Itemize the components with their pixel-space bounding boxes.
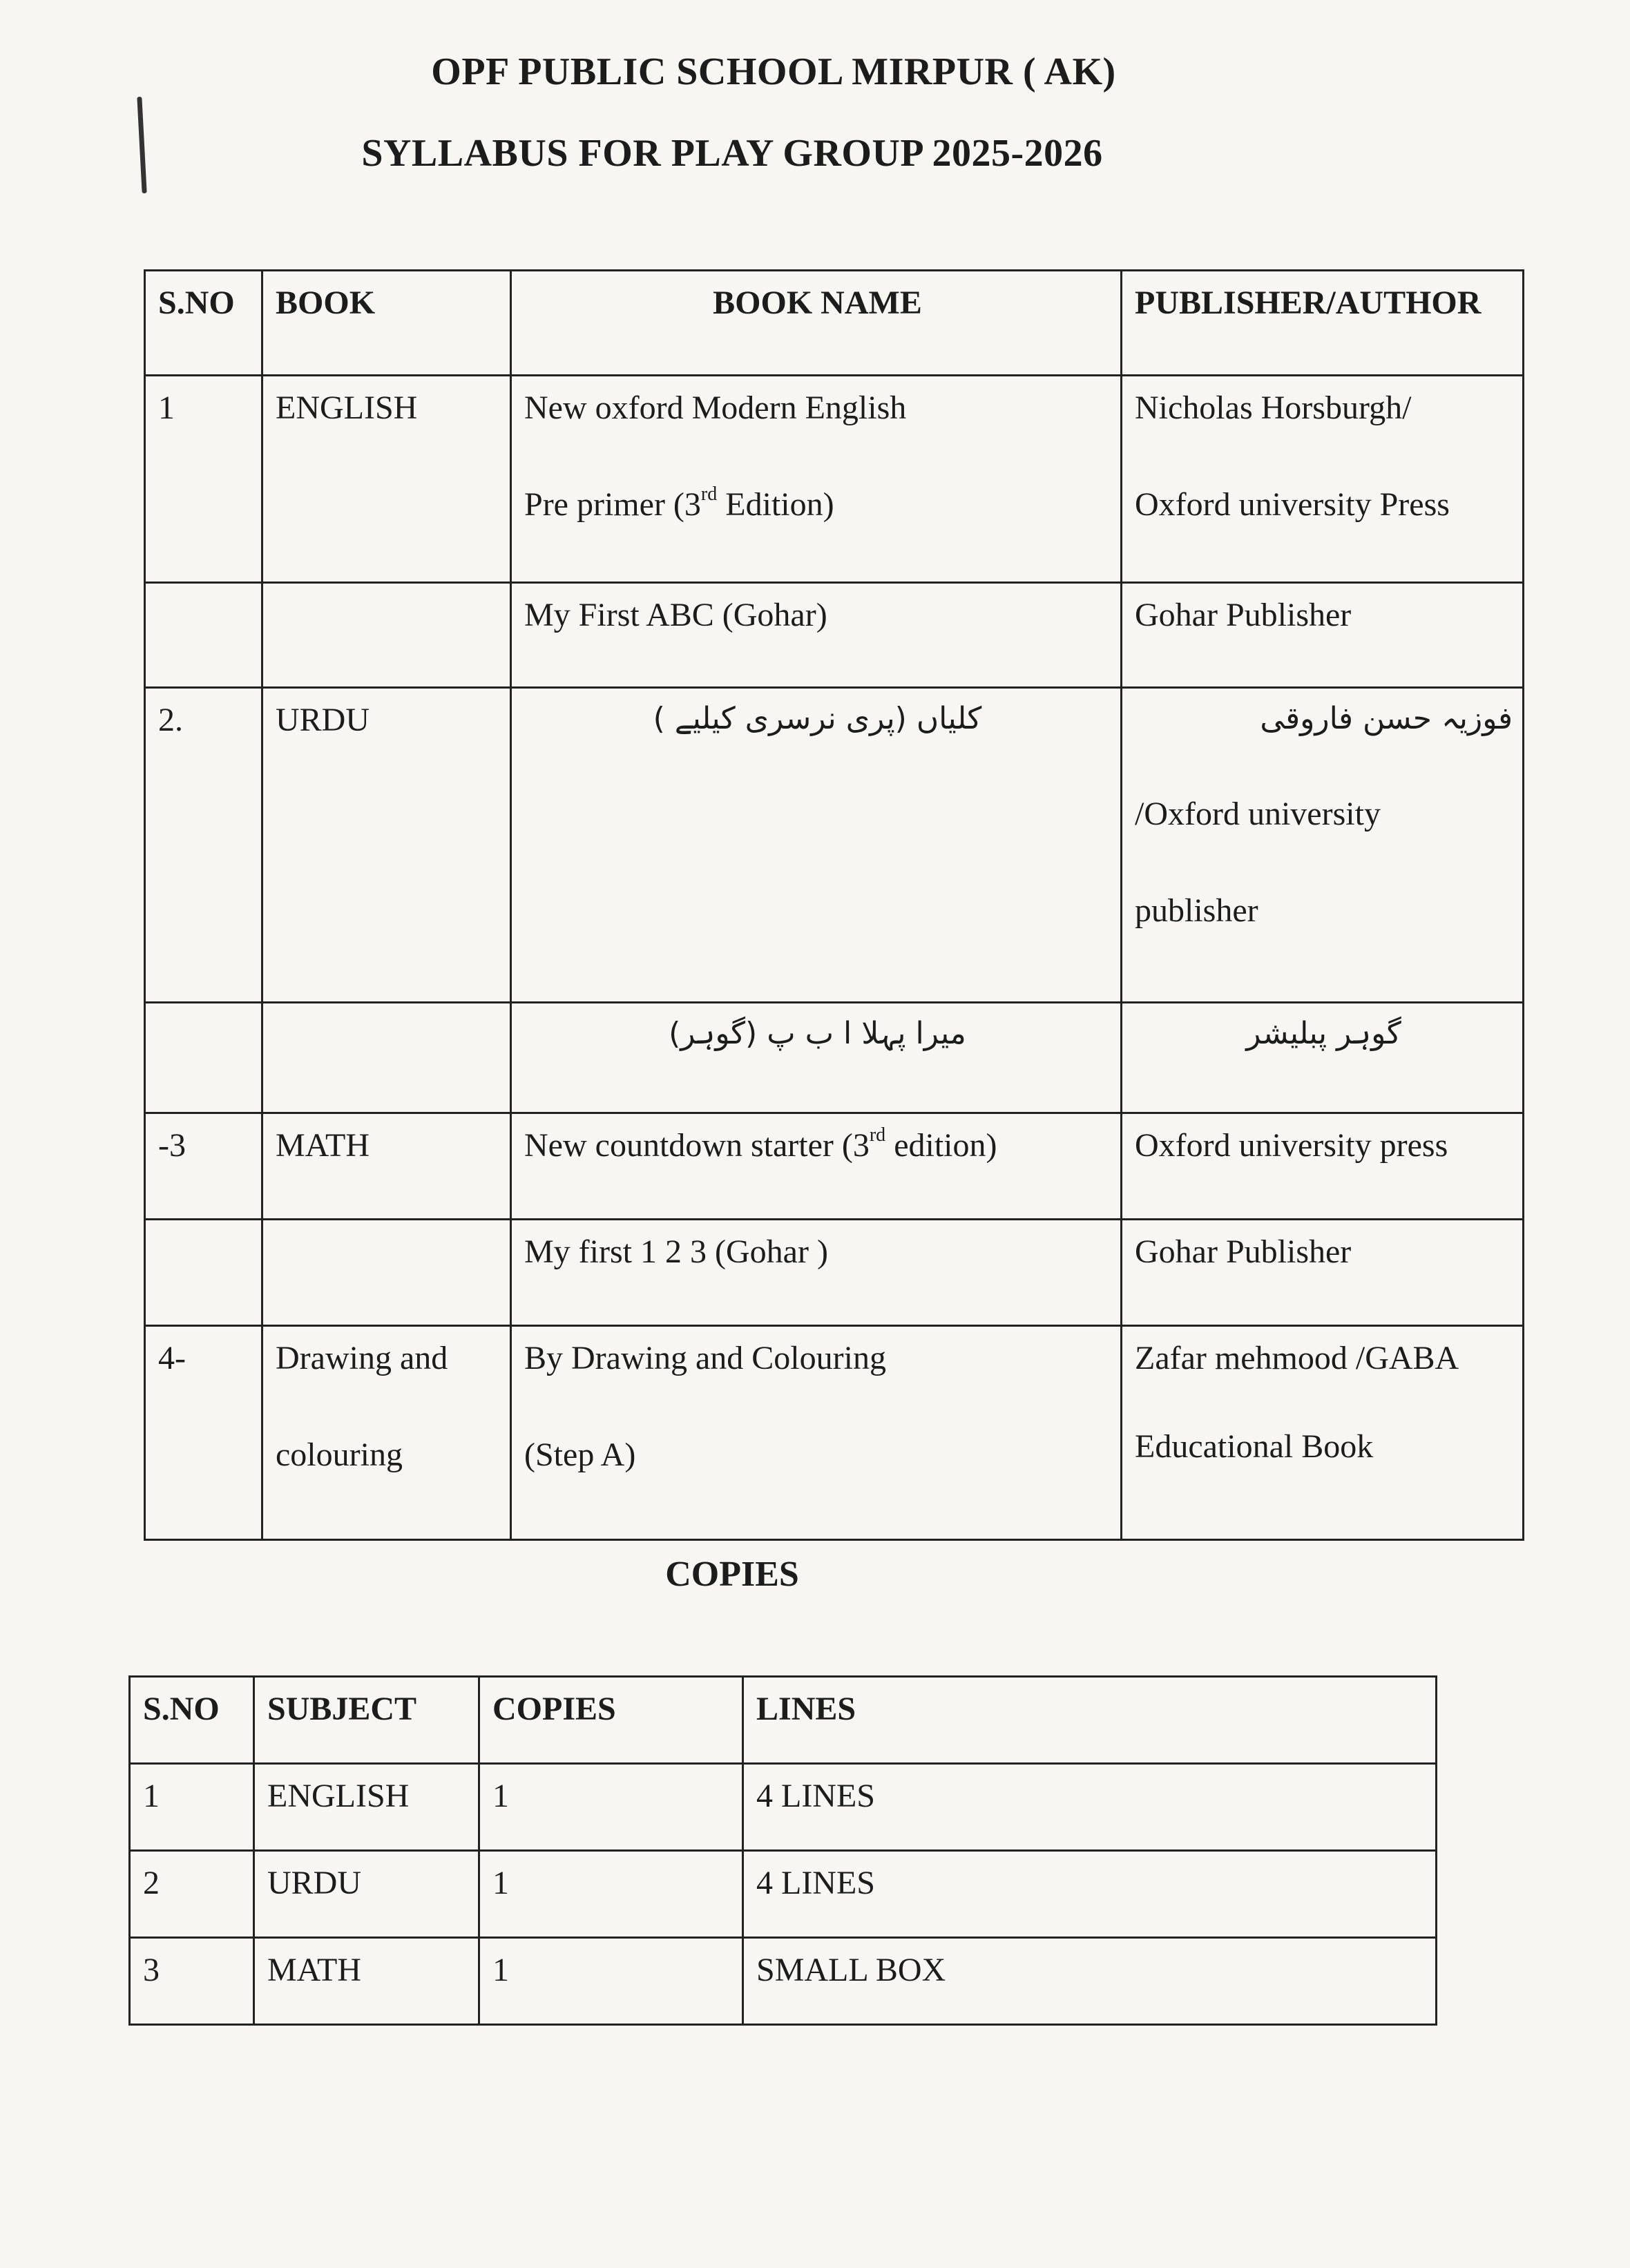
cell-book: URDU <box>262 688 511 1003</box>
cell-copies: 1 <box>479 1764 743 1851</box>
col-header-sno: S.NO <box>145 271 262 376</box>
copies-heading: COPIES <box>665 1555 799 1594</box>
cell-book-name: My First ABC (Gohar) <box>511 583 1122 688</box>
cell-book <box>262 1003 511 1113</box>
cell-sno: 2. <box>145 688 262 1003</box>
table-row <box>130 1851 1437 1938</box>
col-header-book: BOOK <box>262 271 511 376</box>
table-row <box>145 1326 1524 1540</box>
cell-lines: SMALL BOX <box>743 1938 1437 2025</box>
cell-book <box>262 583 511 688</box>
cell-copies: 1 <box>479 1938 743 2025</box>
table-row <box>130 1938 1437 2025</box>
cell-book <box>262 1220 511 1326</box>
copies-header-row <box>130 1677 1437 1764</box>
publisher-line2: Oxford university Press <box>1135 486 1450 523</box>
syllabus-title: SYLLABUS FOR PLAY GROUP 2025-2026 <box>361 132 1103 175</box>
book-line2: colouring <box>276 1436 403 1473</box>
table-row <box>130 1764 1437 1851</box>
cell-publisher: Oxford university press <box>1122 1113 1524 1220</box>
table-row <box>145 583 1524 688</box>
col-header-publisher: PUBLISHER/AUTHOR <box>1122 271 1524 376</box>
cell-subject: URDU <box>254 1851 479 1938</box>
table-row <box>145 1003 1524 1113</box>
cell-book: MATH <box>262 1113 511 1220</box>
cell-publisher: گوہر پبلیشر <box>1122 1003 1524 1113</box>
cell-lines: 4 LINES <box>743 1851 1437 1938</box>
cell-book-name <box>511 1326 1122 1540</box>
books-header-row <box>145 271 1524 376</box>
publisher-line1: Nicholas Horsburgh/ <box>1135 390 1412 426</box>
cell-publisher: Gohar Publisher <box>1122 1220 1524 1326</box>
table-row <box>145 376 1524 583</box>
cell-book-name: میرا پہلا ا ب پ (گوہر) <box>511 1003 1122 1113</box>
col-header-subject: SUBJECT <box>254 1677 479 1764</box>
cell-copies: 1 <box>479 1851 743 1938</box>
book-name-line1: New oxford Modern English <box>524 390 907 426</box>
cell-book-name: کلیاں (پری نرسری کیلیے ) <box>511 688 1122 1003</box>
publisher-line2: /Oxford university <box>1135 796 1381 832</box>
cell-subject: MATH <box>254 1938 479 2025</box>
cell-publisher <box>1122 376 1524 583</box>
cell-subject: ENGLISH <box>254 1764 479 1851</box>
table-row <box>145 688 1524 1003</box>
cell-book-name <box>511 376 1122 583</box>
cell-sno: 3 <box>130 1938 254 2025</box>
pen-mark <box>137 97 146 193</box>
cell-sno: 1 <box>145 376 262 583</box>
table-row <box>145 1113 1524 1220</box>
book-name-line2: (Step A) <box>524 1436 636 1473</box>
col-header-sno: S.NO <box>130 1677 254 1764</box>
cell-book <box>262 1326 511 1540</box>
school-title: OPF PUBLIC SCHOOL MIRPUR ( AK) <box>431 50 1116 93</box>
cell-book-name: My first 1 2 3 (Gohar ) <box>511 1220 1122 1326</box>
cell-sno <box>145 583 262 688</box>
publisher-line1: فوزیہ حسن فاروقی <box>1260 701 1513 736</box>
cell-book: ENGLISH <box>262 376 511 583</box>
publisher-line1: Zafar mehmood /GABA <box>1135 1340 1459 1376</box>
cell-sno <box>145 1003 262 1113</box>
col-header-copies: COPIES <box>479 1677 743 1764</box>
cell-sno: 4- <box>145 1326 262 1540</box>
publisher-line3: publisher <box>1135 892 1258 929</box>
book-name-line2: Pre primer (3rd Edition) <box>524 483 834 523</box>
book-line1: Drawing and <box>276 1340 448 1376</box>
book-name-line1: By Drawing and Colouring <box>524 1340 886 1376</box>
cell-publisher: Gohar Publisher <box>1122 583 1524 688</box>
cell-sno: -3 <box>145 1113 262 1220</box>
col-header-lines: LINES <box>743 1677 1437 1764</box>
cell-publisher <box>1122 1326 1524 1540</box>
cell-sno: 2 <box>130 1851 254 1938</box>
table-row <box>145 1220 1524 1326</box>
cell-book-name: New countdown starter (3rd edition) <box>511 1113 1122 1220</box>
cell-publisher <box>1122 688 1524 1003</box>
books-table <box>144 269 1524 1541</box>
cell-sno: 1 <box>130 1764 254 1851</box>
copies-table <box>128 1675 1437 2026</box>
cell-sno <box>145 1220 262 1326</box>
col-header-book-name: BOOK NAME <box>511 271 1122 376</box>
cell-lines: 4 LINES <box>743 1764 1437 1851</box>
publisher-line2: Educational Book <box>1135 1428 1374 1465</box>
